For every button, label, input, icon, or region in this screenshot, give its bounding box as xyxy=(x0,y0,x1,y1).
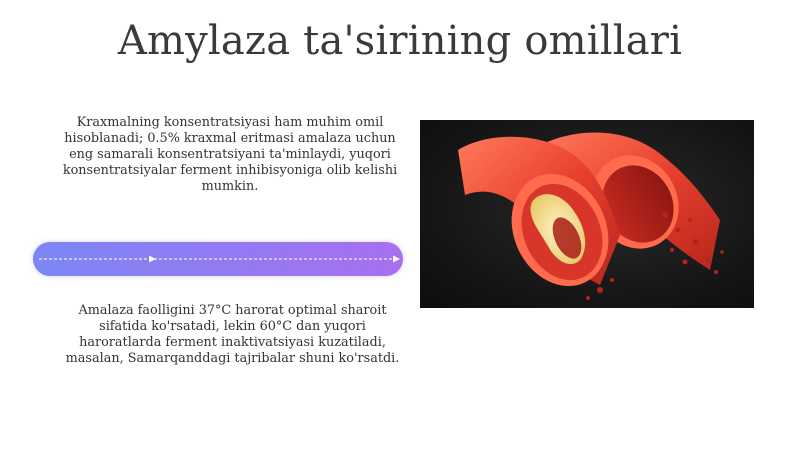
divider-bar xyxy=(33,242,403,276)
paragraph-top: Kraxmalning konsentratsiyasi ham muhim omil hisoblanadi; 0.5% kraxmal eritmasi amalaza uchun eng samarali konsentratsiyani ta'minlaydi, yuqori konsentratsiyalar ferment inhibisyoniga olib kelishi mumkin. xyxy=(62,115,398,194)
paragraph-bottom: Amalaza faolligini 37°C harorat optimal sharoit sifatida ko'rsatadi, lekin 60°C dan yuqori haroratlarda ferment inaktivatsiyasi kuzatiladi, masalan, Samarqanddagi tajribalar shuni ko'rsatdi. xyxy=(65,303,400,366)
arrow-right-icon xyxy=(33,242,403,276)
slide-title: Amylaza ta'sirining omillari xyxy=(117,18,683,64)
blood-vessel-illustration xyxy=(420,120,754,308)
